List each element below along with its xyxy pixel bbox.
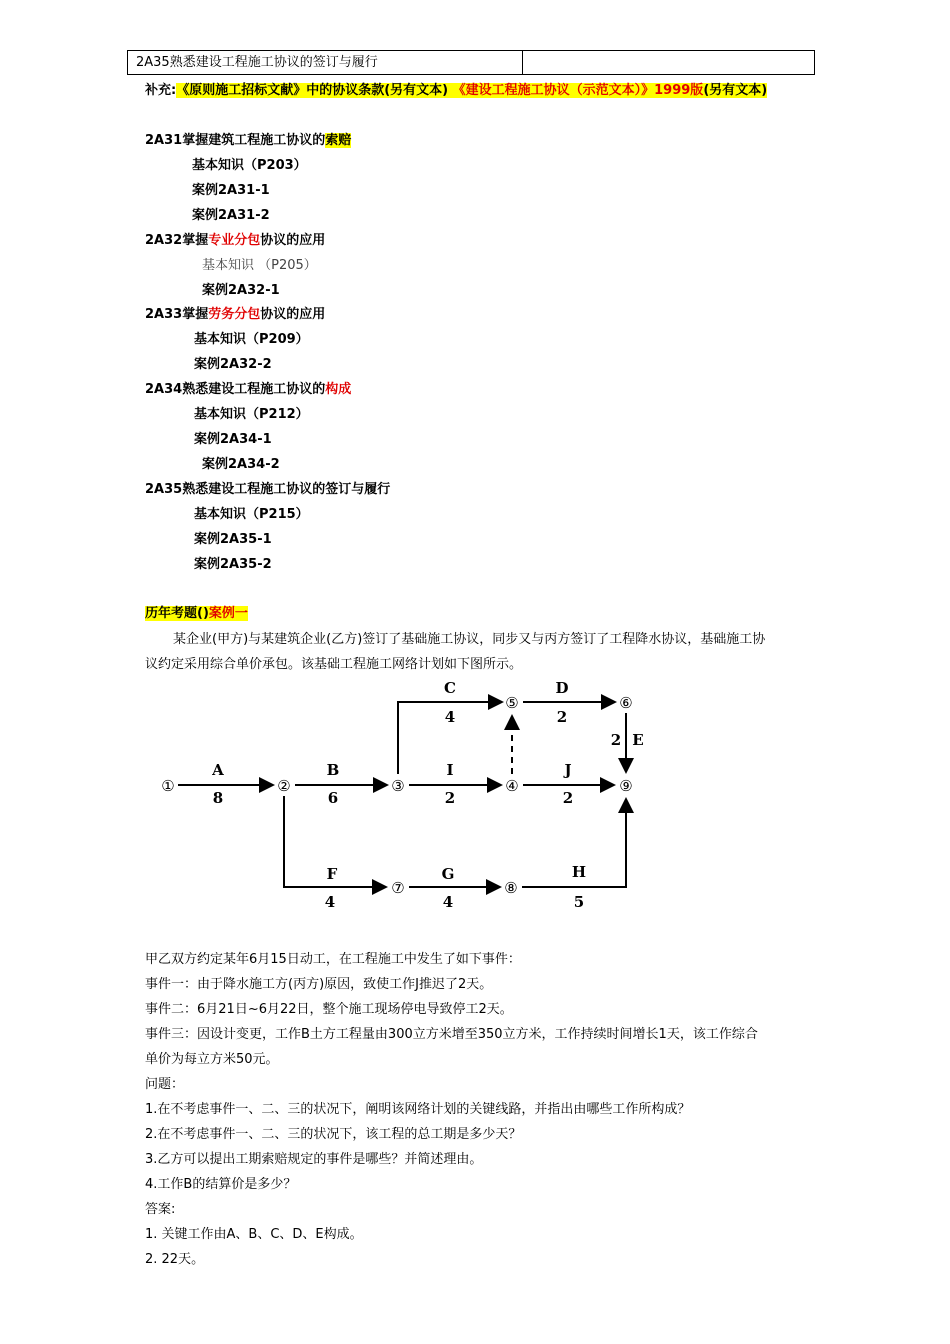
- outline-2a33-case1: 案例2A32-2: [194, 357, 272, 372]
- label-g: G: [441, 865, 455, 883]
- outline-2a34-red: 构成: [325, 382, 352, 397]
- duration-a: 8: [212, 789, 224, 807]
- label-b: B: [326, 761, 340, 779]
- body-line: 问题：: [145, 1077, 185, 1092]
- network-diagram: [150, 675, 670, 915]
- exam-intro-line2: 议约定采用综合单价承包。该基础工程施工网络计划如下图所示。: [145, 657, 523, 672]
- outline-2a32: [145, 229, 325, 248]
- label-d: D: [555, 679, 569, 697]
- exam-heading-case: 案例一: [208, 606, 248, 621]
- duration-d: 2: [556, 708, 568, 726]
- duration-f: 4: [324, 893, 336, 911]
- label-j: J: [564, 761, 572, 779]
- supplement-prefix: 补充:: [145, 83, 177, 98]
- node-7: ⑦: [391, 879, 405, 897]
- node-6: ⑥: [619, 694, 633, 712]
- body-text: [145, 947, 835, 1272]
- outline-2a34-case1: 案例2A34-1: [194, 432, 272, 447]
- label-f: F: [326, 865, 338, 883]
- duration-j: 2: [562, 789, 574, 807]
- body-line: 甲乙双方约定某年6月15日动工，在工程施工中发生了如下事件：: [145, 952, 521, 967]
- node-8: ⑧: [504, 879, 518, 897]
- outline-2a31: [145, 129, 351, 148]
- outline-2a33: [145, 303, 325, 322]
- exam-intro-line1: 某企业(甲方)与某建筑企业(乙方)签订了基础施工协议，同步又与丙方签订了工程降水协议，基础施工协: [173, 632, 766, 647]
- outline-2a31-highlight: 索赔: [325, 133, 352, 148]
- outline-2a34: [145, 378, 351, 397]
- duration-h: 5: [573, 893, 585, 911]
- label-i: I: [446, 761, 454, 779]
- supplement-part2: 《建设工程施工协议（示范文本）》1999版: [452, 83, 704, 98]
- header-table: [127, 50, 815, 75]
- body-line: 1.在不考虑事件一、二、三的状况下，阐明该网络计划的关键线路，并指出由哪些工作所构成？: [145, 1102, 691, 1117]
- outline-2a35: 2A35熟悉建设工程施工协议的签订与履行: [145, 482, 391, 497]
- body-line: 事件二：6月21日~6月22日，整个施工现场停电导致停工2天。: [145, 1002, 513, 1017]
- outline-2a32-basic: 基本知识 （P205）: [202, 258, 317, 273]
- node-9: ⑨: [619, 777, 633, 795]
- supplement-line: [145, 79, 767, 98]
- outline-2a34-case2: 案例2A34-2: [202, 457, 280, 472]
- body-line: 1. 关键工作由A、B、C、D、E构成。: [145, 1227, 363, 1242]
- header-table-cell-empty: [523, 51, 814, 74]
- duration-e: 2: [610, 731, 622, 749]
- exam-heading-highlight: 历年考题(): [145, 606, 209, 621]
- header-table-cell-title: 2A35熟悉建设工程施工协议的签订与履行: [128, 51, 523, 74]
- node-2: ②: [277, 777, 291, 795]
- body-line: 2. 22天。: [145, 1252, 205, 1267]
- outline-2a32-pre: 2A32掌握: [145, 233, 209, 248]
- label-a: A: [212, 761, 224, 779]
- body-line: 2.在不考虑事件一、二、三的状况下，该工程的总工期是多少天？: [145, 1127, 522, 1142]
- outline-2a32-post: 协议的应用: [260, 233, 326, 248]
- node-5: ⑤: [505, 694, 519, 712]
- outline-2a31-basic-text: 基本知识（P203）: [192, 158, 307, 173]
- duration-c: 4: [444, 708, 456, 726]
- supplement-part1: 《原则施工招标文献》中的协议条款(另有文本): [176, 83, 449, 98]
- duration-g: 4: [442, 893, 454, 911]
- node-4: ④: [505, 777, 519, 795]
- outline-2a34-pre: 2A34熟悉建设工程施工协议的: [145, 382, 326, 397]
- duration-b: 6: [327, 789, 339, 807]
- node-3: ③: [391, 777, 405, 795]
- label-e: E: [632, 731, 644, 749]
- outline-2a33-post: 协议的应用: [260, 307, 326, 322]
- label-c: C: [444, 679, 456, 697]
- outline-2a32-case1: 案例2A32-1: [202, 283, 280, 298]
- outline-2a31-basic: [192, 154, 307, 173]
- outline-2a32-red: 专业分包: [208, 233, 261, 248]
- body-line: 单价为每立方米50元。: [145, 1052, 279, 1067]
- exam-heading: [145, 602, 248, 621]
- outline-2a31-case2: 案例2A31-2: [192, 208, 270, 223]
- label-h: H: [571, 863, 587, 881]
- node-1: ①: [161, 777, 175, 795]
- body-line: 事件三：因设计变更，工作B土方工程量由300立方米增至350立方米，工作持续时间增长1天，该工作综合: [145, 1027, 758, 1042]
- outline-2a33-pre: 2A33掌握: [145, 307, 209, 322]
- supplement-highlight: [176, 83, 767, 98]
- body-line: 事件一：由于降水施工方(丙方)原因，致使工作J推迟了2天。: [145, 977, 493, 992]
- outline-2a31-case1: 案例2A31-1: [192, 183, 270, 198]
- supplement-part3: (另有文本): [703, 83, 768, 98]
- outline-2a33-red: 劳务分包: [208, 307, 261, 322]
- duration-i: 2: [444, 789, 456, 807]
- outline-2a35-case2: 案例2A35-2: [194, 557, 272, 572]
- body-line: 答案:: [145, 1202, 176, 1217]
- outline-2a35-case1: 案例2A35-1: [194, 532, 272, 547]
- outline-2a35-basic: 基本知识（P215）: [194, 507, 309, 522]
- outline-2a33-basic: 基本知识（P209）: [194, 332, 309, 347]
- body-line: 4.工作B的结算价是多少？: [145, 1177, 297, 1192]
- body-line: 3.乙方可以提出工期索赔规定的事件是哪些？并简述理由。: [145, 1152, 483, 1167]
- outline-2a34-basic: 基本知识（P212）: [194, 407, 309, 422]
- outline-2a31-text: 2A31掌握建筑工程施工协议的: [145, 133, 326, 148]
